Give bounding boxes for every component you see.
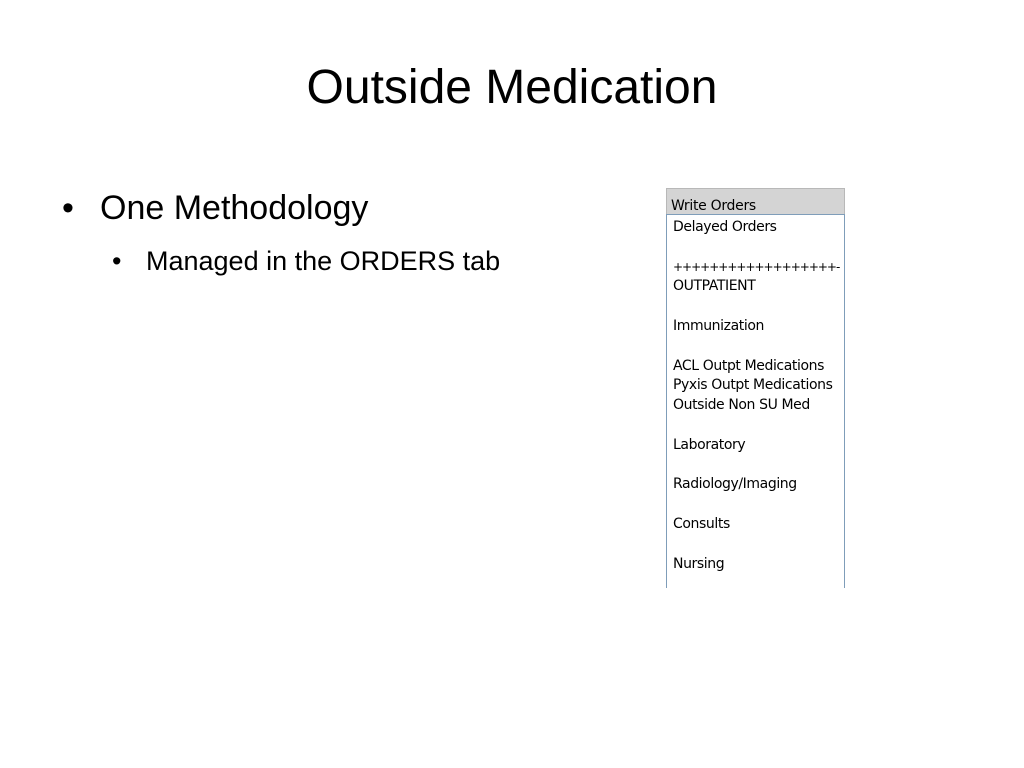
orders-item-radiology-imaging[interactable]: Radiology/Imaging [673, 476, 797, 493]
orders-item-blank [673, 297, 844, 317]
orders-item-outside-non-su-med[interactable]: Outside Non SU Med [673, 397, 810, 414]
orders-item-blank [673, 238, 844, 258]
orders-item-acl-outpt-medications[interactable]: ACL Outpt Medications [673, 357, 825, 374]
orders-item-blank [673, 416, 844, 436]
bullet-level-1 [62, 188, 368, 229]
bullet-level-2 [112, 245, 500, 277]
slide-title: Outside Medication [306, 61, 718, 114]
orders-item-blank [673, 456, 844, 476]
orders-item-pyxis-outpt-medications[interactable]: Pyxis Outpt Medications [673, 377, 833, 394]
orders-separator: ++++++++++++++++++- [673, 259, 840, 274]
bullet-marker: • [112, 246, 122, 276]
write-orders-panel [666, 188, 845, 588]
orders-item-outpatient[interactable]: OUTPATIENT [673, 278, 756, 295]
bullet-text: One Methodology [100, 189, 369, 227]
write-orders-header: Write Orders [666, 188, 845, 215]
orders-item-consults[interactable]: Consults [673, 515, 730, 532]
orders-item-nursing[interactable]: Nursing [673, 555, 725, 572]
write-orders-list[interactable] [666, 214, 845, 588]
orders-item-delayed-orders[interactable]: Delayed Orders [673, 219, 777, 235]
orders-item-blank [673, 495, 844, 515]
bullet-text: Managed in the ORDERS tab [146, 246, 501, 276]
orders-item-blank [673, 535, 844, 555]
orders-item-blank [673, 574, 844, 588]
bullet-marker: • [62, 189, 74, 227]
orders-item-laboratory[interactable]: Laboratory [673, 436, 746, 453]
orders-item-immunization[interactable]: Immunization [673, 317, 764, 334]
orders-item-blank [673, 337, 844, 357]
